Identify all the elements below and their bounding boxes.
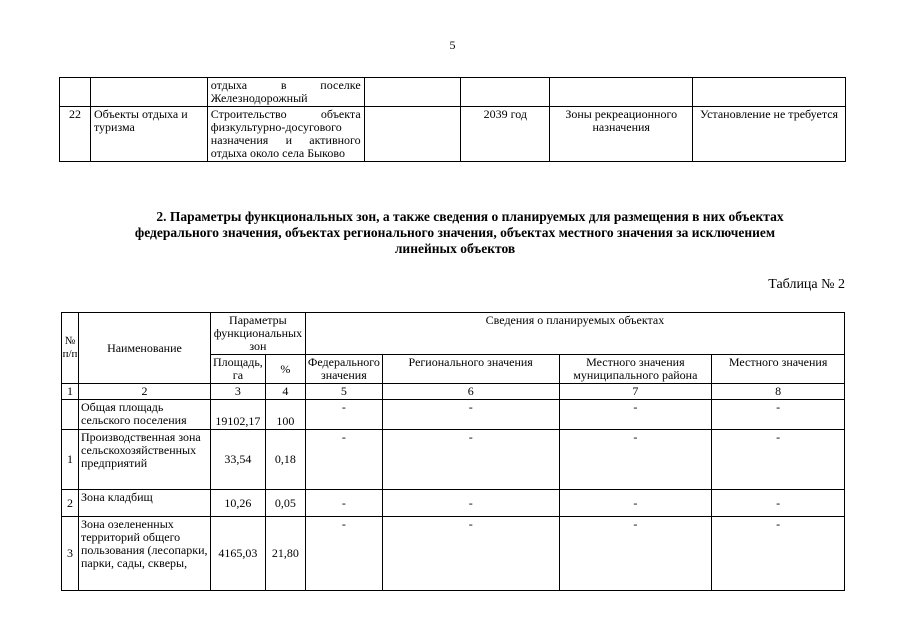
section-heading-line: линейных объектов (394, 241, 516, 256)
header-name: Наименование (78, 313, 210, 384)
object-category: Объекты отдыха и туризма (90, 107, 207, 162)
column-number: 3 (210, 384, 265, 400)
local-value: - (712, 490, 845, 517)
header-local: Местного значения (712, 355, 845, 384)
zone-name: Производственная зона сельскохозяйственных предприятий (78, 430, 210, 490)
federal-value: - (305, 517, 382, 591)
zone-percent: 0,05 (265, 490, 305, 517)
row-number: 3 (62, 517, 79, 591)
row-number: 1 (62, 430, 79, 490)
local-value: - (712, 517, 845, 591)
column-number: 1 (62, 384, 79, 400)
header-area: Площадь, га (210, 355, 265, 384)
header-percent: % (265, 355, 305, 384)
section-heading-line: 2. Параметры функциональных зон, а также сведения о планируемых для размещения в них объектах (156, 209, 784, 224)
page-number: 5 (449, 38, 456, 52)
header-regional: Регионального значения (382, 355, 559, 384)
object-description: Строительство объекта физкультурно-досугового назначения и активного отдыха около села Быково (207, 107, 364, 162)
table-row (62, 490, 845, 517)
header-row (62, 313, 845, 355)
local-district-value: - (559, 517, 712, 591)
table-row (60, 78, 846, 107)
zone-area: 19102,17 (210, 400, 265, 430)
section-heading (60, 209, 850, 257)
zone-name: Зона кладбищ (78, 490, 210, 517)
object-cell (207, 78, 364, 107)
column-number: 5 (305, 384, 382, 400)
local-district-value: - (559, 400, 712, 430)
zone-percent: 0,18 (265, 430, 305, 490)
header-planned-objects: Сведения о планируемых объектах (305, 313, 844, 355)
table-row (62, 400, 845, 430)
header-local-district: Местного значения муниципального района (559, 355, 712, 384)
table-row (60, 107, 846, 162)
zone-area: 10,26 (210, 490, 265, 517)
zone-area: 4165,03 (210, 517, 265, 591)
federal-value: - (305, 430, 382, 490)
regional-value: - (382, 400, 559, 430)
regional-value: - (382, 490, 559, 517)
functional-zones-table (61, 312, 845, 591)
row-number: 2 (62, 490, 79, 517)
local-value: - (712, 400, 845, 430)
regional-value: - (382, 517, 559, 591)
object-line: Железнодорожный (210, 91, 308, 105)
zone-type: Зоны рекреационного назначения (550, 107, 693, 162)
zone-area: 33,54 (210, 430, 265, 490)
object-line: отдыха в поселке (210, 78, 361, 92)
row-number (62, 400, 79, 430)
local-district-value: - (559, 430, 712, 490)
table-row (62, 517, 845, 591)
column-number-row (62, 384, 845, 400)
local-district-value: - (559, 490, 712, 517)
zone-percent: 21,80 (265, 517, 305, 591)
column-number: 8 (712, 384, 845, 400)
federal-value: - (305, 400, 382, 430)
local-value: - (712, 430, 845, 490)
column-number: 4 (265, 384, 305, 400)
protection-zone-note: Установление не требуется (693, 107, 846, 162)
zone-name: Общая площадь сельского поселения (78, 400, 210, 430)
column-number: 6 (382, 384, 559, 400)
table-caption: Таблица № 2 (768, 277, 845, 292)
section-heading-line: федерального значения, объектах регионального значения, объектах местного значения за исключением (134, 225, 776, 240)
zone-name: Зона озелененных территорий общего пользования (лесопарки, парки, сады, скверы, (78, 517, 210, 591)
planned-objects-table-continued (59, 77, 846, 162)
header-federal: Федерального значения (305, 355, 382, 384)
zone-percent: 100 (265, 400, 305, 430)
regional-value: - (382, 430, 559, 490)
federal-value: - (305, 490, 382, 517)
header-num: № п/п (62, 313, 79, 384)
column-number: 2 (78, 384, 210, 400)
header-params: Параметры функциональных зон (210, 313, 305, 355)
table-row (62, 430, 845, 490)
column-number: 7 (559, 384, 712, 400)
implementation-year: 2039 год (461, 107, 550, 162)
row-number: 22 (60, 107, 91, 162)
